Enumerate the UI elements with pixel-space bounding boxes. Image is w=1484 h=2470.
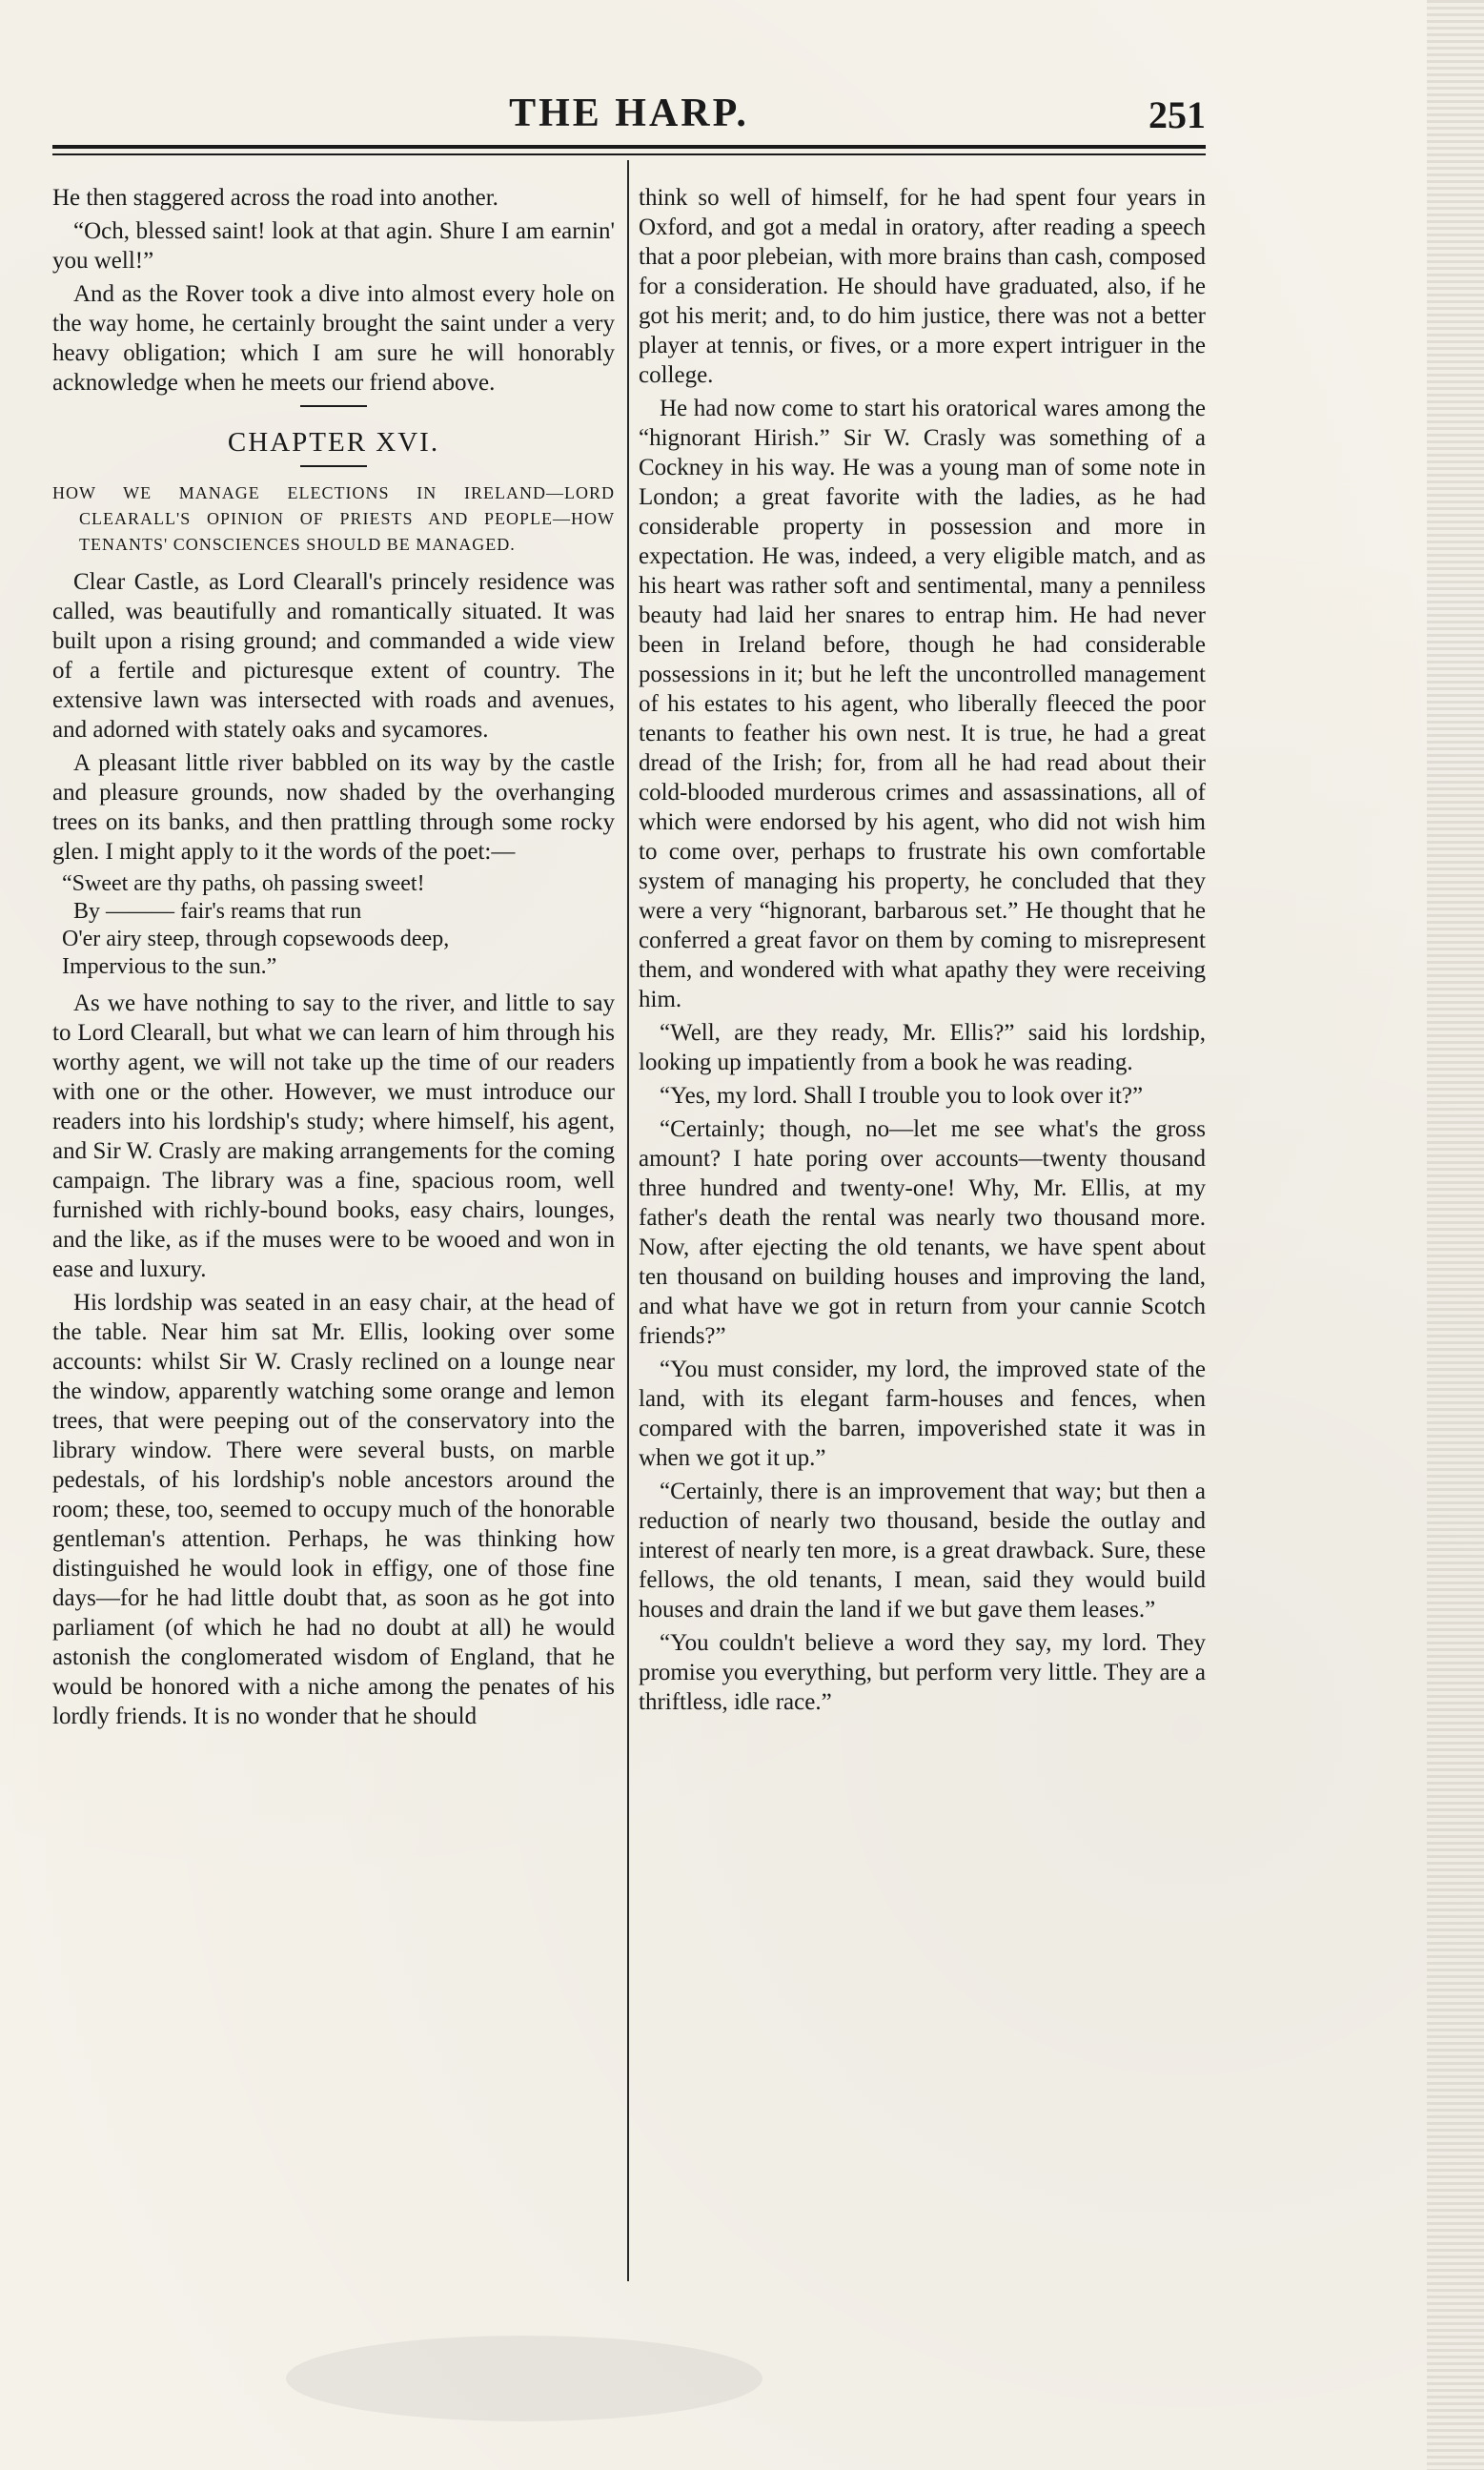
paragraph: “Certainly; though, no—let me see what's the gross amount? I hate poring over accounts—twenty thousand three hundred and twenty-one! Why, Mr. Ellis, at my father's death the rental was nearly two thousand more. Now, after ejecting the old tenants, we have spent about ten thousand on building houses and improving the land, and what have we got in return from your cannie Scotch friends?” xyxy=(639,1116,1206,1349)
poem-line: By ——— fair's reams that run xyxy=(73,899,362,924)
paragraph: “You couldn't believe a word they say, my lord. They promise you everything, but perform very little. They are a thriftless, idle race.” xyxy=(639,1630,1206,1715)
paragraph: think so well of himself, for he had spent four years in Oxford, and got a medal in oratory, after reading a speech that a poor plebeian, with more brains than cash, composed for a consideration. He should have graduated, also, if he got his merit; and, to do him justice, there was not a better player at tennis, or fives, or a more expert intriguer in the college. xyxy=(639,185,1206,388)
chapter-rule xyxy=(300,465,367,467)
paragraph: And as the Rover took a dive into almost every hole on the way home, he certainly brought the saint under a very heavy obligation; which I am sure he will honorably acknowledge when he meets our friend above. xyxy=(52,281,615,396)
poem-line: Impervious to the sun.” xyxy=(62,954,277,979)
chapter-title: CHAPTER XVI. xyxy=(227,427,440,458)
paragraph: He then staggered across the road into another. xyxy=(52,185,498,211)
left-column xyxy=(52,183,615,1735)
paragraph: As we have nothing to say to the river, and little to say to Lord Clearall, but what we can learn of him through his worthy agent, we will not take up the time of our readers with one or the other. However, we must introduce our readers into his lordship's study; where himself, his agent, and Sir W. Crasly are making arrangements for the coming campaign. The library was a fine, spacious room, well furnished with richly-bound books, easy chairs, lounges, and the like, as if the muses were to be wooed and won in ease and luxury. xyxy=(52,990,615,1282)
page-header xyxy=(52,91,1206,148)
paragraph: “You must consider, my lord, the improved state of the land, with its elegant farm-houses and fences, when compared with the barren, impoverished state it was in when we got it up.” xyxy=(639,1357,1206,1471)
paragraph: Clear Castle, as Lord Clearall's princely residence was called, was beautifully and romantically situated. It was built upon a rising ground; and commanded a wide view of a fertile and picturesque extent of country. The extensive lawn was intersected with roads and avenues, and adorned with stately oaks and sycamores. xyxy=(52,569,615,743)
paragraph: A pleasant little river babbled on its way by the castle and pleasure grounds, now shaded by the overhanging trees on its banks, and then prattling through some rocky glen. I might apply to it the words of the poet:— xyxy=(52,750,615,865)
poem-line: “Sweet are thy paths, oh passing sweet! xyxy=(62,871,425,896)
paragraph: “Well, are they ready, Mr. Ellis?” said his lordship, looking up impatiently from a book he was reading. xyxy=(639,1020,1206,1075)
paragraph: “Och, blessed saint! look at that agin. Shure I am earnin' you well!” xyxy=(52,218,615,274)
page-number: 251 xyxy=(1149,93,1206,136)
paper-stain xyxy=(286,2336,762,2421)
poem-quote xyxy=(62,870,615,981)
chapter-rule xyxy=(300,405,367,407)
paragraph: He had now come to start his oratorical wares among the “hignorant Hirish.” Sir W. Crasly was something of a Cockney in his way. He was a young man of some note in London; a great favorite with the ladies, as he had considerable property in possession and more in expectation. He was, indeed, a very eligible match, and as his heart was rather soft and sentimental, many a penniless beauty had laid her snares to entrap him. He had never been in Ireland before, though he had considerable possessions in it; but he left the uncontrolled management of his estates to his agent, who liberally fleeced the poor tenants to feather his own nest. It is true, he had a great dread of the Irish; for, from all he had read about their cold-blooded murderous crimes and assassinations, all of which were endorsed by his agent, who did not wish him to come over, perhaps to frustrate his own comfortable system of managing his property, he concluded that they were a very “hignorant, barbarous set.” He thought that he conferred a great favor on them by coming to misrepresent them, and wondered with what apathy they were receiving him. xyxy=(639,396,1206,1012)
poem-line: O'er airy steep, through copsewoods deep, xyxy=(62,927,450,951)
scanned-page-edge xyxy=(1427,0,1484,2470)
header-rule-thick xyxy=(52,145,1206,149)
right-column xyxy=(639,183,1206,1721)
paragraph: “Yes, my lord. Shall I trouble you to look over it?” xyxy=(660,1083,1144,1109)
paragraph: “Certainly, there is an improvement that way; but then a reduction of nearly two thousand, beside the outlay and interest of nearly ten more, is a great drawback. Sure, these fellows, the old tenants, I mean, said they would build houses and drain the land if we but gave them leases.” xyxy=(639,1479,1206,1623)
running-title: THE HARP. xyxy=(509,92,749,135)
paragraph: His lordship was seated in an easy chair, at the head of the table. Near him sat Mr. Ellis, looking over some accounts: whilst Sir W. Crasly reclined on a lounge near the window, apparently watching some orange and lemon trees, that were peeping out of the conservatory into the library window. There were several busts, on marble pedestals, of his lordship's noble ancestors around the room; these, too, seemed to occupy much of the honorable gentleman's attention. Perhaps, he was thinking how distinguished he would look in effigy, one of those fine days—for he had little doubt that, as soon as he got into parliament (of which he had no doubt at all) he would astonish the conglomerated wisdom of England, that he would be honored with a niche among the penates of his lordly friends. It is no wonder that he should xyxy=(52,1290,615,1729)
header-rule-thin xyxy=(52,153,1206,155)
chapter-summary: HOW WE MANAGE ELECTIONS IN IRELAND—LORD CLEARALL'S OPINION OF PRIESTS AND PEOPLE—HOW TENANTS' CONSCIENCES SHOULD BE MANAGED. xyxy=(52,483,615,554)
column-divider xyxy=(627,160,629,2281)
